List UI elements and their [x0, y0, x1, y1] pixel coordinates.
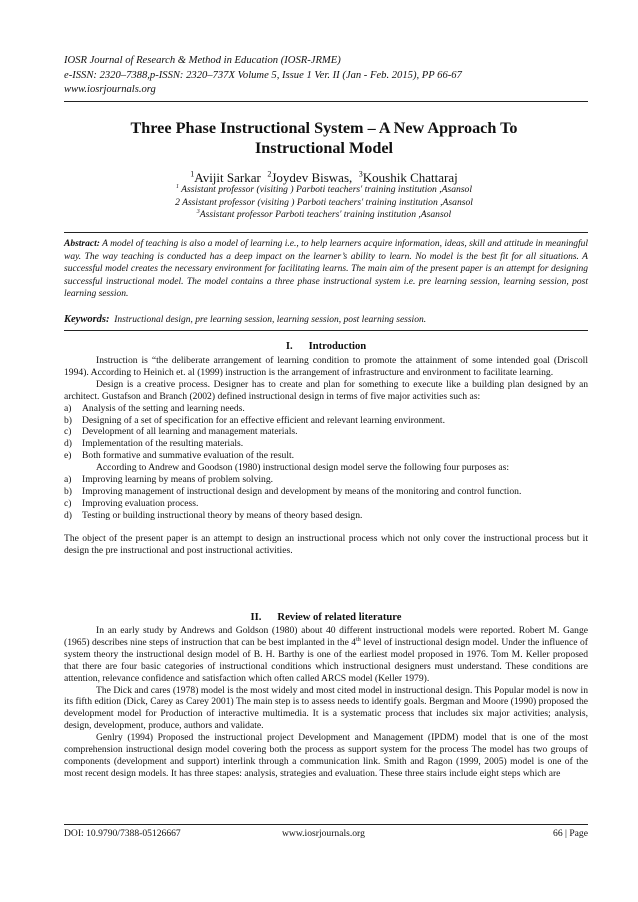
- list-item: c) Improving evaluation process.: [64, 497, 199, 509]
- list-item: d) Testing or building instructional theory by means of theory based design.: [64, 509, 363, 521]
- title-line-2: Instructional Model: [254, 139, 394, 157]
- keywords: [64, 314, 588, 327]
- author-1: Avijit Sarkar: [194, 170, 261, 185]
- footer-doi[interactable]: DOI: 10.9790/7388-05126667: [64, 828, 181, 839]
- author-3-sup: 3: [358, 169, 363, 179]
- abstract: [64, 238, 588, 301]
- abstract-top-rule: [64, 232, 588, 233]
- paragraph: The Dick and cares (1978) model is the most widely and most cited model in instructional design. This Popular model is now in its fifth edition (Dick, Carey as Carey 2001) The main step is to assess needs to identify goals. Bergman and Moore (1990) proposed the development model for Production of interactive multimedia. It is a systematic process that includes six major activities; analysis, design, development, produce, authors and validate.: [64, 684, 588, 732]
- affiliation-2: 2 Assistant professor (visiting ) Parboti teachers' training institution ,Asansol: [175, 196, 473, 208]
- affiliation-1: $^1$ Assistant professor (visiting ) Parboti teachers' training institution ,Asansol: [175, 183, 473, 195]
- author-3: Koushik Chattaraj: [362, 170, 458, 185]
- journal-url[interactable]: www.iosrjournals.org: [64, 84, 156, 95]
- list-item: b) Designing of a set of specification for an effective efficient and relevant learning environment.: [64, 414, 445, 426]
- list-item: e) Both formative and summative evaluation of the result.: [64, 450, 295, 462]
- affiliation-list: [64, 184, 584, 222]
- footer-rule: [64, 824, 588, 825]
- paragraph: According to Andrew and Goodson (1980) instructional design model serve the following four purposes as:: [96, 462, 509, 474]
- author-1-sup: 1: [190, 169, 195, 179]
- affiliation-3: $^3$Assistant professor Parboti teachers' training institution ,Asansol: [196, 208, 452, 220]
- keywords-text: Instructional design, pre learning session, learning session, post learning session.: [114, 315, 427, 325]
- footer-page-number: 66 | Page: [553, 828, 588, 839]
- list-item: d) Implementation of the resulting materials.: [64, 438, 244, 450]
- list-item: c) Development of all learning and management materials.: [64, 426, 298, 438]
- paper-title: [64, 118, 584, 158]
- keywords-label: Keywords:: [64, 314, 110, 325]
- paragraph: Genlry (1994) Proposed the instructional project Development and Management (IPDM) model that is one of the most comprehension instructional design model covering both the process as support system for the process The model has two groups of components (development and support) interlink through a communication link. Smith and Ragon (1999, 2005) model is one of the most recent design models. It has three stapes: analysis, strategies and evaluation. These three stairs include eight steps which are: [64, 732, 588, 779]
- section-1-heading: I. Introduction: [285, 341, 367, 352]
- section-2-heading: II. Review of related literature: [250, 612, 402, 623]
- footer-site[interactable]: www.iosrjournals.org: [282, 828, 365, 839]
- author-2: Joydev Biswas,: [271, 170, 353, 185]
- paragraph: In an early study by Andrews and Goldson (1980) about 40 different instructional models were reported. Robert M. Gange (1965) describes nine steps of instruction that can be best implanted in the 4th level of instructional design model. Under the influence of system theory the instructional design model of B. H. Barthy is one of the earliest model proposed in 1976. Tom M. Keller proposed that there are four basic categories of instructional conditions which instructional designers must understand. These conditions are attention, relevance confidence and satisfaction which often called ARCS model (Keller 1979).: [64, 625, 588, 684]
- list-item: a) Analysis of the setting and learning needs.: [64, 402, 245, 414]
- abstract-bottom-rule: [64, 330, 588, 331]
- abstract-text: A model of teaching is also a model of learning i.e., to help learners acquire information, ideas, skill and attitude in meaningful way. The way teaching is conducted has a deep impact on the learner’s ability to learn. No model is the best fit for all situations. A successful model creates the necessary environment for facilitating learns. The main aim of the present paper is an attempt for designing successful instructional model. The model contains a three phase instructional system i.e. pre learning session, learning session, post learning session.: [64, 239, 588, 300]
- title-line-1: Three Phase Instructional System – A New Approach To: [130, 119, 518, 137]
- section-1-body: [64, 355, 588, 557]
- author-2-sup: 2: [267, 169, 272, 179]
- paragraph: Instruction is “the deliberate arrangement of learning condition to promote the attainment of some intended goal (Driscoll 1994). According to Heinich et. al (1999) instruction is the arrangement of infrastructure and environment to facilitate learning.: [64, 355, 588, 378]
- paragraph: Design is a creative process. Designer has to create and plan for something to execute like a building plan designed by an architect. Gustafson and Branch (2002) defined instructional design in terms of five major activities such as:: [64, 378, 588, 402]
- header-rule: [64, 101, 588, 102]
- list-item: b) Improving management of instructional design and development by means of the monitoring and control function.: [64, 485, 522, 497]
- journal-name: IOSR Journal of Research & Method in Education (IOSR-JRME): [64, 55, 341, 66]
- abstract-label: Abstract:: [64, 239, 100, 249]
- journal-issn-line: e-ISSN: 2320–7388,p-ISSN: 2320–737X Volume 5, Issue 1 Ver. II (Jan - Feb. 2015), PP 66-67: [64, 69, 462, 81]
- journal-header: [64, 54, 584, 98]
- paragraph: The object of the present paper is an attempt to design an instructional process which not only cover the instructional process but it design the pre instructional and post instructional activities.: [64, 532, 588, 556]
- section-2-body: [64, 625, 588, 780]
- list-item: a) Improving learning by means of problem solving.: [64, 474, 274, 486]
